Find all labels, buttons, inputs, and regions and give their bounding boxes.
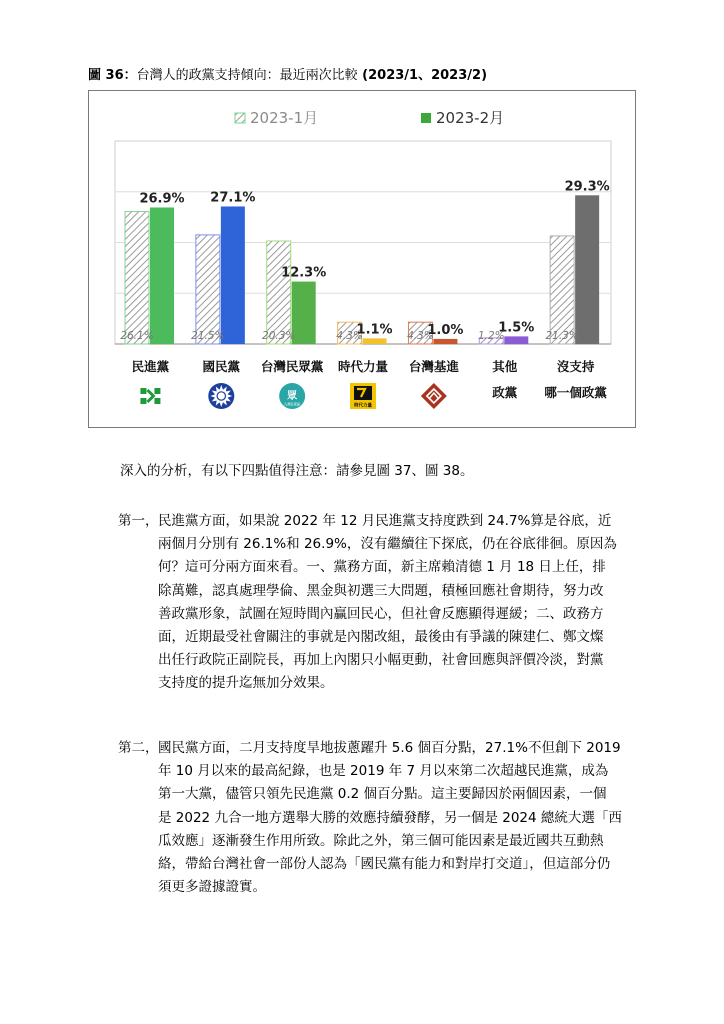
bar-feb bbox=[504, 336, 528, 344]
data-label-jan: 26.1% bbox=[120, 330, 154, 342]
second-paragraph bbox=[118, 737, 638, 899]
category-label-line2: 政黨 bbox=[492, 385, 518, 400]
tpp-logo-text: 台灣民眾黨 bbox=[284, 402, 301, 407]
bar-jan bbox=[125, 212, 149, 344]
category-label: 時代力量 bbox=[337, 359, 389, 374]
bar-feb bbox=[433, 339, 457, 344]
bar-jan bbox=[550, 236, 574, 344]
npp-logo-text: 時代力量 bbox=[354, 403, 372, 409]
category-label: 沒支持 bbox=[556, 359, 595, 374]
tpp-logo-mark: 眾 bbox=[287, 391, 298, 402]
first-line: 何？這可分兩方面來看。一、黨務方面，新主席賴清德 1 月 18 日上任，排 bbox=[158, 559, 606, 576]
intro-text: 深入的分析，有以下四點值得注意：請參見圖 37、圖 38。 bbox=[120, 463, 474, 479]
dpp-logo-icon bbox=[138, 386, 162, 406]
tsp-logo-icon bbox=[421, 383, 447, 409]
data-label-feb: 1.1% bbox=[356, 322, 393, 338]
first-line: 出任行政院正副院長，再加上內閣只小幅更動，社會回應與評價冷淡，對黨 bbox=[158, 652, 604, 669]
first-line: 支持度的提升迄無加分效果。 bbox=[158, 675, 334, 692]
intro-paragraph bbox=[118, 460, 638, 483]
data-label-feb: 1.5% bbox=[498, 320, 535, 336]
data-label-feb: 29.3% bbox=[564, 179, 610, 195]
tsp-logo-diamond bbox=[421, 383, 447, 409]
data-label-jan: 20.3% bbox=[262, 330, 296, 342]
second-line: 是 2022 九合一地方選舉大勝的效應持續發酵，另一個是 2024 總統大選「西 bbox=[158, 809, 622, 826]
data-label-feb: 1.0% bbox=[427, 322, 464, 338]
bar-jan bbox=[196, 235, 220, 344]
bar-chart bbox=[89, 91, 635, 427]
category-label: 台灣基進 bbox=[408, 359, 459, 374]
first-paragraph bbox=[118, 510, 638, 696]
first-line: 兩個月分別有 26.1%和 26.9%，沒有繼續往下探底，仍在谷底徘徊。原因為 bbox=[158, 536, 617, 553]
figure-label: 圖 36： bbox=[88, 68, 137, 83]
figure-period: (2023/1、2023/2) bbox=[362, 68, 488, 83]
second-line: 年 10 月以來的最高紀錄，也是 2019 年 7 月以來第二次超越民進黨，成為 bbox=[158, 763, 609, 780]
chart-container bbox=[88, 90, 636, 428]
category-label: 台灣民眾黨 bbox=[260, 359, 324, 374]
category-label: 國民黨 bbox=[202, 359, 241, 374]
bar-feb bbox=[575, 195, 599, 344]
tpp-logo-icon bbox=[279, 383, 305, 409]
figure-title bbox=[88, 64, 487, 83]
second-lead: 第二， bbox=[118, 740, 159, 756]
category-label: 其他 bbox=[492, 359, 518, 374]
data-label-jan: 4.3% bbox=[407, 330, 434, 342]
second-line: 絡，帶給台灣社會一部份人認為「國民黨有能力和對岸打交道」，但這部分仍 bbox=[158, 856, 611, 873]
first-lead: 第一， bbox=[118, 513, 159, 529]
second-line: 國民黨方面，二月支持度旱地拔蔥躍升 5.6 個百分點，27.1%不但創下 2019 bbox=[158, 740, 621, 756]
bar-feb bbox=[221, 206, 245, 344]
legend-label-jan: 2023-1月 bbox=[250, 109, 319, 127]
second-line: 須更多證據證實。 bbox=[158, 879, 266, 896]
category-label: 民進黨 bbox=[131, 359, 170, 374]
data-label-feb: 12.3% bbox=[281, 265, 327, 281]
legend-swatch-jan bbox=[235, 113, 245, 123]
data-label-feb: 27.1% bbox=[210, 190, 256, 206]
second-line: 瓜效應」逐漸發生作用所致。除此之外，第三個可能因素是最近國共互動熱 bbox=[158, 832, 604, 849]
bar-jan bbox=[267, 241, 291, 344]
first-line: 除萬難，認真處理學倫、黑金與初選三大問題，積極回應社會期待，努力改 bbox=[158, 582, 604, 599]
second-line: 第一大黨，儘管只領先民進黨 0.2 個百分點。這主要歸因於兩個因素，一個 bbox=[158, 786, 607, 803]
first-line: 面，近期最受社會關注的事就是內閣改組，最後由有爭議的陳建仁、鄭文燦 bbox=[158, 629, 604, 646]
data-label-jan: 21.3% bbox=[545, 330, 579, 342]
npp-logo-icon bbox=[350, 383, 376, 409]
data-label-feb: 26.9% bbox=[139, 191, 185, 207]
kmt-logo-core bbox=[218, 392, 225, 399]
first-line: 善政黨形象，試圖在短時間內贏回民心，但社會反應顯得遲緩；二、政務方 bbox=[158, 605, 604, 622]
kmt-logo-icon bbox=[208, 383, 234, 409]
legend-swatch-feb bbox=[421, 113, 431, 123]
bar-feb bbox=[150, 207, 174, 344]
first-line: 民進黨方面，如果說 2022 年 12 月民進黨支持度跌到 24.7%算是谷底，近 bbox=[158, 513, 612, 529]
category-label-line2: 哪一個政黨 bbox=[544, 385, 607, 400]
bar-feb bbox=[363, 338, 387, 344]
legend-label-feb: 2023-2月 bbox=[436, 109, 505, 127]
figure-title-text: 台灣人的政黨支持傾向：最近兩次比較 bbox=[136, 68, 358, 83]
data-label-jan: 1.2% bbox=[477, 330, 505, 342]
data-label-jan: 4.3% bbox=[336, 330, 363, 342]
data-label-jan: 21.5% bbox=[191, 330, 225, 342]
